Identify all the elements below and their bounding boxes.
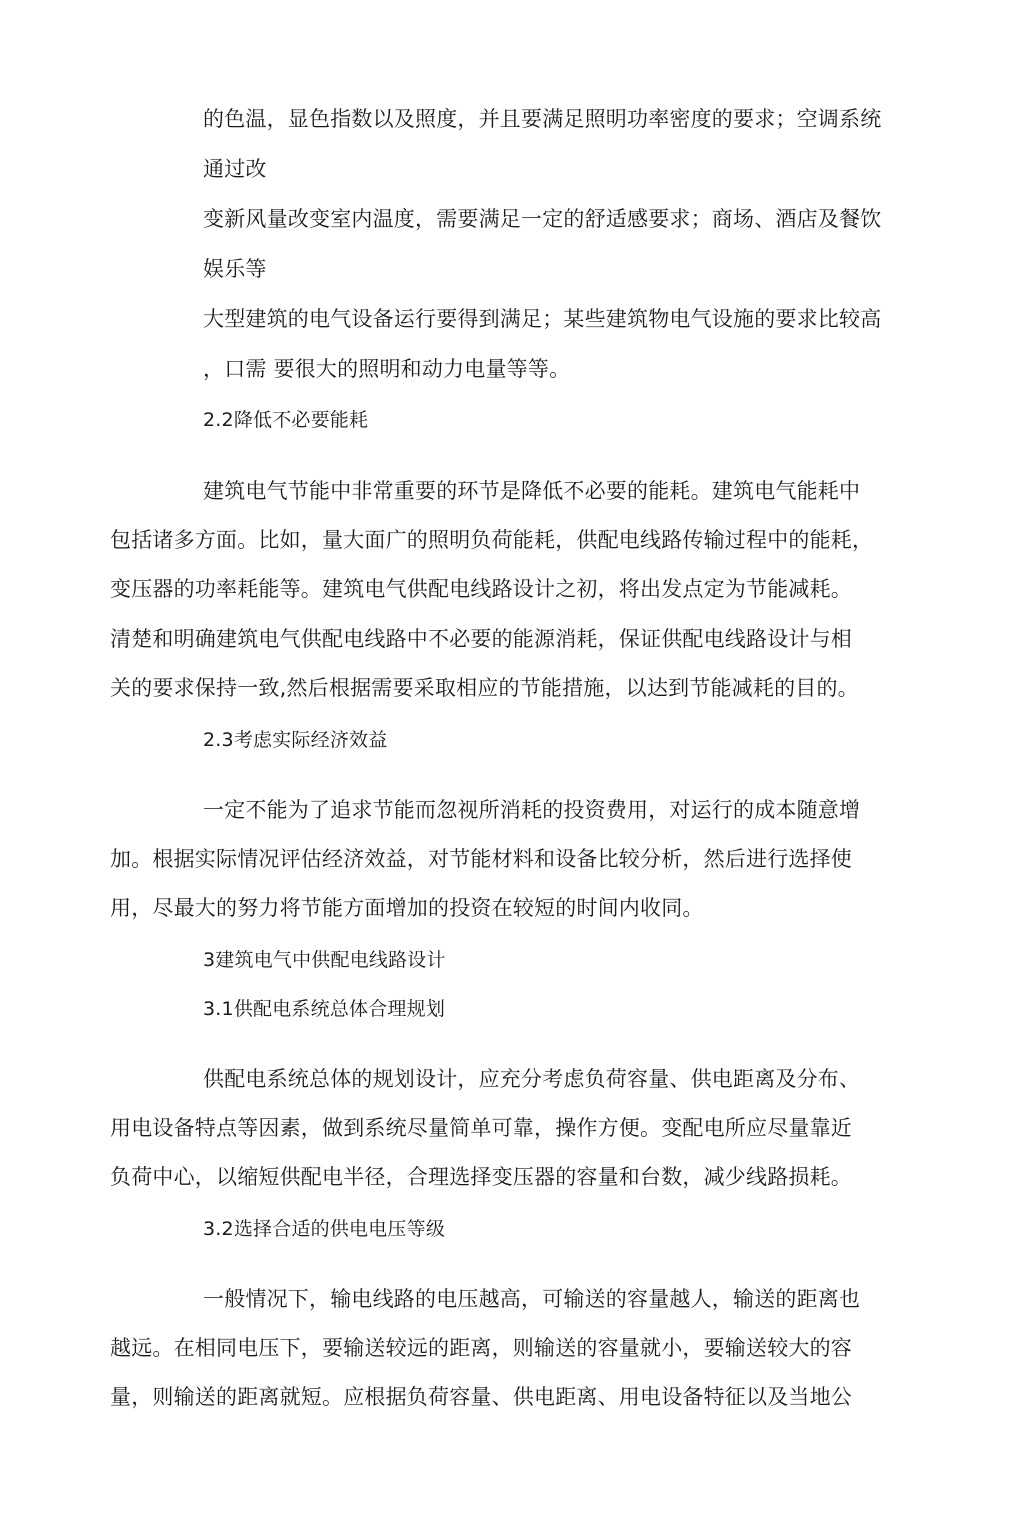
section-heading: 2.2降低不必要能耗 [203, 409, 369, 431]
section-heading: 3.1供配电系统总体合理规划 [203, 998, 446, 1020]
intro-line: ，口需 要很大的照明和动力电量等等。 [203, 357, 571, 381]
intro-line: 的色温，显色指数以及照度，并且要满足照明功率密度的要求；空调系统 [203, 107, 882, 131]
paragraph-line: 一般情况下，输电线路的电压越高，可输送的容量越人，输送的距离也 [203, 1287, 861, 1311]
paragraph-line: 负荷中心，以缩短供配电半径，合理选择变压器的容量和台数，减少线路损耗。 [110, 1165, 852, 1189]
paragraph-line: 用，尽最大的努力将节能方面增加的投资在较短的时间内收同。 [110, 896, 704, 920]
paragraph-line: 加。根据实际情况评估经济效益，对节能材料和设备比较分析，然后进行选择使 [110, 847, 852, 871]
paragraph-line: 一定不能为了追求节能而忽视所消耗的投资费用，对运行的成本随意增 [203, 798, 861, 822]
intro-line: 大型建筑的电气设备运行要得到满足；某些建筑物电气设施的要求比较高 [203, 307, 882, 331]
paragraph-line: 变压器的功率耗能等。建筑电气供配电线路设计之初，将出发点定为节能减耗。 [110, 577, 852, 601]
paragraph-line: 越远。在相同电压下，要输送较远的距离，则输送的容量就小，要输送较大的容 [110, 1336, 852, 1360]
paragraph-line: 量，则输送的距离就短。应根据负荷容量、供电距离、用电设备特征以及当地公 [110, 1385, 852, 1409]
paragraph-line: 包括诸多方面。比如，量大面广的照明负荷能耗，供配电线路传输过程中的能耗， [110, 528, 874, 552]
intro-line: 娱乐等 [203, 257, 267, 281]
paragraph-line: 建筑电气节能中非常重要的环节是降低不必要的能耗。建筑电气能耗中 [203, 479, 861, 503]
paragraph-line: 关的要求保持一致,然后根据需要采取相应的节能措施，以达到节能减耗的目的。 [110, 676, 859, 700]
section-heading: 2.3考虑实际经济效益 [203, 729, 388, 751]
paragraph-line: 用电设备特点等因素，做到系统尽量简单可靠，操作方便。变配电所应尽量靠近 [110, 1116, 852, 1140]
paragraph-line: 清楚和明确建筑电气供配电线路中不必要的能源消耗，保证供配电线路设计与相 [110, 627, 852, 651]
section-heading: 3建筑电气中供配电线路设计 [203, 949, 446, 971]
section-heading: 3.2选择合适的供电电压等级 [203, 1218, 446, 1240]
intro-line: 变新风量改变室内温度，需要满足一定的舒适感要求；商场、酒店及餐饮 [203, 207, 882, 231]
intro-line: 通过改 [203, 157, 267, 181]
paragraph-line: 供配电系统总体的规划设计，应充分考虑负荷容量、供电距离及分布、 [203, 1067, 861, 1091]
